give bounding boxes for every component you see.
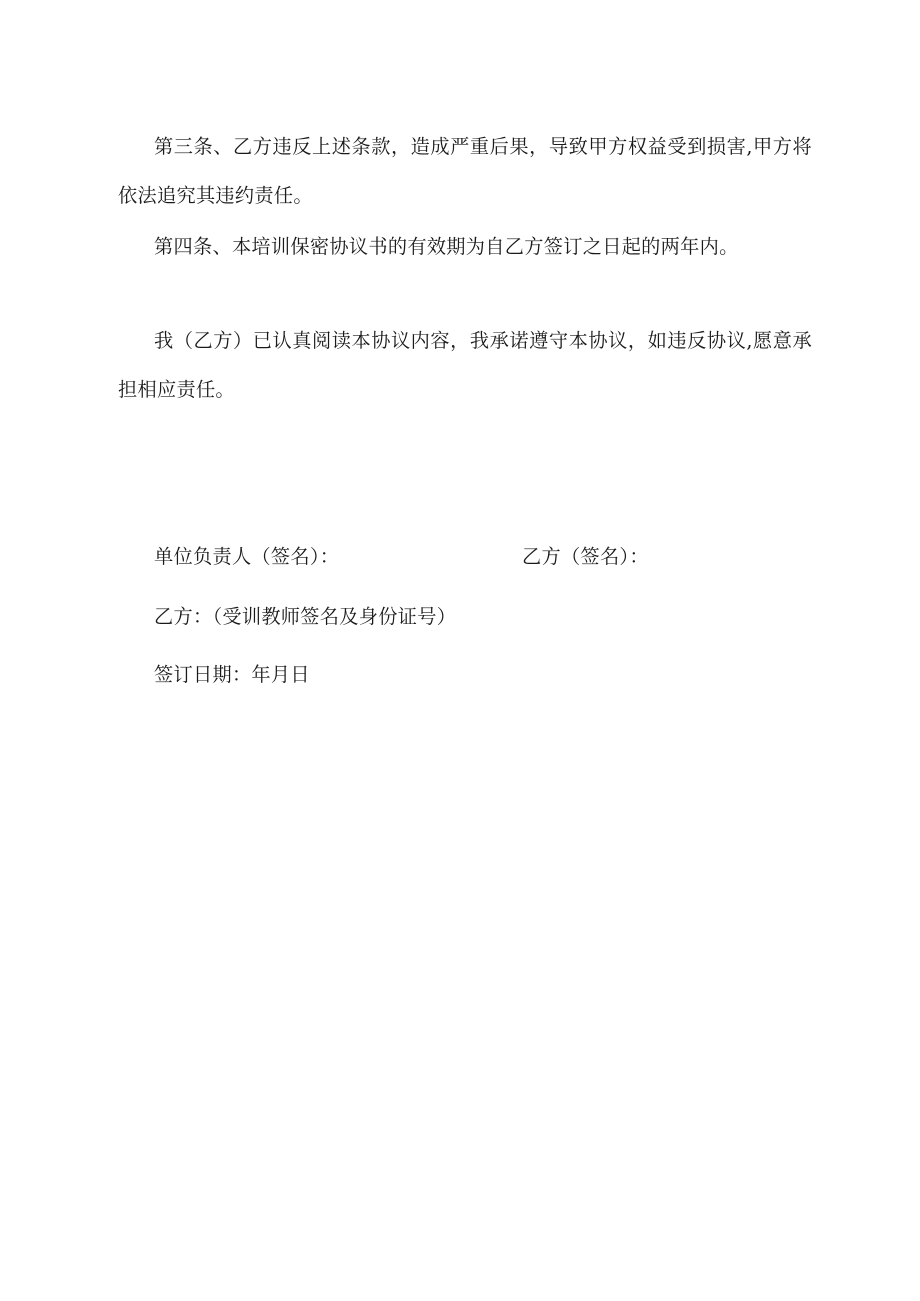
unit-head-signature-label: 单位负责人（签名）：: [154, 545, 340, 568]
pledge-paragraph: 我（乙方）已认真阅读本协议内容，我承诺遵守本协议，如违反协议,愿意承担相应责任。: [118, 329, 812, 401]
sign-date-label: 签订日期：年月日: [154, 663, 310, 686]
party-b-info-label: 乙方：（受训教师签名及身份证号）: [154, 605, 457, 628]
article-3-paragraph: 第三条、乙方违反上述条款，造成严重后果，导致甲方权益受到损害,甲方将依法追究其违约责任。: [118, 135, 812, 207]
article-4-paragraph: 第四条、本培训保密协议书的有效期为自乙方签订之日起的两年内。: [154, 235, 739, 258]
party-b-signature-label: 乙方（签名）：: [522, 545, 649, 568]
